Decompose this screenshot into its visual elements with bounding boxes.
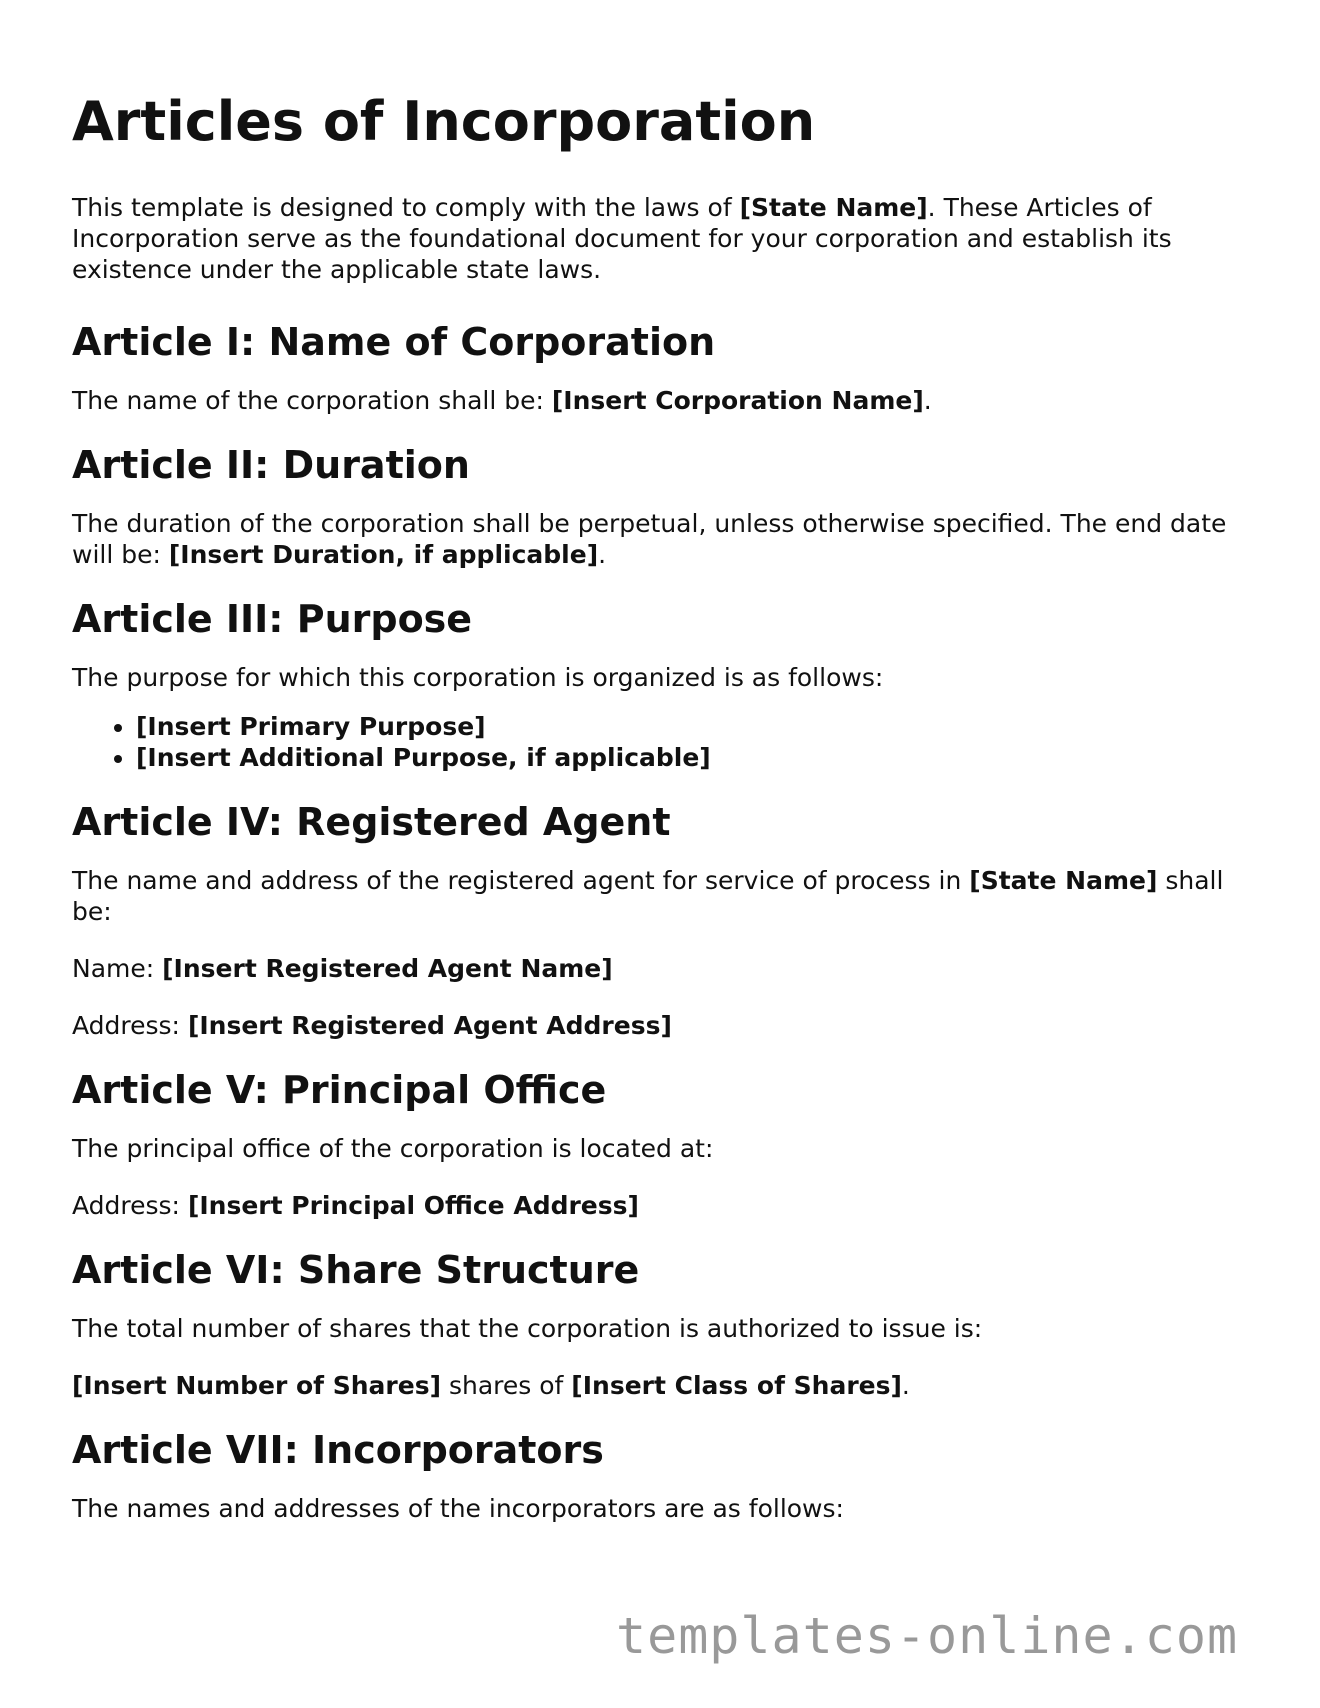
duration-placeholder: [Insert Duration, if applicable] — [168, 540, 599, 569]
article-2-period: . — [598, 540, 607, 569]
list-item: • [Insert Primary Purpose] — [136, 711, 1252, 742]
article-4-text-after: shall be: — [72, 866, 1224, 926]
article-1-heading: Article I: Name of Corporation — [72, 320, 716, 364]
article-2-text-body: The duration of the corporation shall be perpetual, unless otherwise specified. The end date will be: — [72, 509, 1227, 569]
shares-number-placeholder: [Insert Number of Shares] — [72, 1371, 442, 1400]
article-6 — [72, 1247, 1252, 1401]
office-address-label: Address: — [72, 1191, 188, 1220]
article-4-text-before: The name and address of the registered agent for service of process in — [72, 866, 970, 895]
article-1-text-body: The name of the corporation shall be: — [72, 386, 552, 415]
article-5-heading: Article V: Principal Office — [72, 1068, 607, 1112]
shares-of-text: shares of — [441, 1371, 572, 1400]
article-4-text — [72, 865, 1252, 927]
purpose-list — [72, 711, 1252, 773]
article-7-heading: Article VII: Incorporators — [72, 1428, 604, 1472]
intro-text-before: This template is designed to comply with the laws of — [72, 193, 740, 222]
article-6-heading: Article VI: Share Structure — [72, 1248, 640, 1292]
agent-state-placeholder: [State Name] — [969, 866, 1158, 895]
article-3-heading: Article III: Purpose — [72, 597, 473, 641]
article-1-text — [72, 385, 1252, 416]
agent-name-line — [72, 953, 1252, 984]
article-5-text: The principal office of the corporation is located at: — [72, 1134, 714, 1163]
shares-class-placeholder: [Insert Class of Shares] — [571, 1371, 902, 1400]
intro-paragraph — [72, 192, 1252, 285]
list-item: • [Insert Additional Purpose, if applicable] — [136, 742, 1252, 773]
article-6-period: . — [901, 1371, 910, 1400]
article-4 — [72, 799, 1252, 1041]
agent-address-placeholder: [Insert Registered Agent Address] — [187, 1011, 672, 1040]
article-5 — [72, 1067, 1252, 1221]
document — [72, 88, 1252, 1550]
article-1 — [72, 319, 1252, 416]
page-title: Articles of Incorporation — [72, 90, 816, 153]
article-2-heading: Article II: Duration — [72, 443, 470, 487]
article-7 — [72, 1427, 1252, 1524]
article-3-text: The purpose for which this corporation is organized is as follows: — [72, 663, 884, 692]
article-6-text: The total number of shares that the corporation is authorized to issue is: — [72, 1314, 983, 1343]
shares-line — [72, 1370, 1252, 1401]
article-4-heading: Article IV: Registered Agent — [72, 800, 671, 844]
office-address-line — [72, 1190, 1252, 1221]
agent-name-placeholder: [Insert Registered Agent Name] — [162, 954, 613, 983]
watermark: templates-online.com — [616, 1607, 1239, 1665]
corporation-name-placeholder: [Insert Corporation Name] — [551, 386, 924, 415]
agent-address-label: Address: — [72, 1011, 188, 1040]
agent-name-label: Name: — [72, 954, 163, 983]
article-2-text — [72, 508, 1252, 570]
article-1-period: . — [923, 386, 932, 415]
intro-text-after: . These Articles of Incorporation serve as the foundational document for your corporation and establish its existence under the applicable state laws. — [72, 193, 1172, 284]
office-address-placeholder: [Insert Principal Office Address] — [187, 1191, 639, 1220]
article-3 — [72, 596, 1252, 773]
intro-state-placeholder: [State Name] — [739, 193, 928, 222]
article-2 — [72, 442, 1252, 570]
article-7-text: The names and addresses of the incorporators are as follows: — [72, 1494, 844, 1523]
agent-address-line — [72, 1010, 1252, 1041]
